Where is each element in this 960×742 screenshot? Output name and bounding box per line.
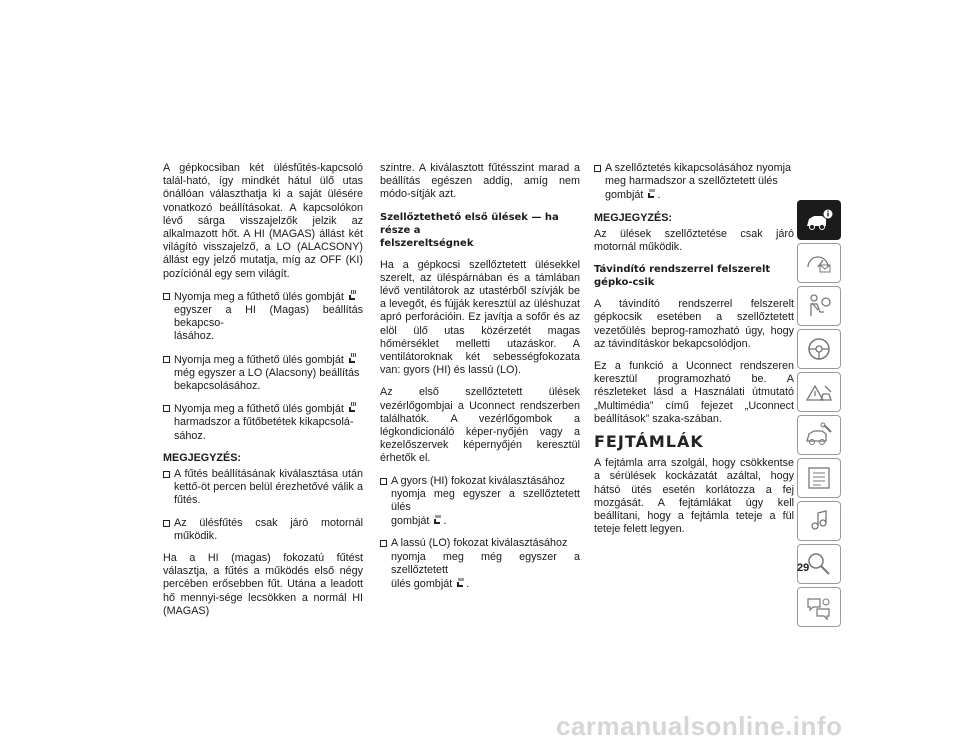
tab-languages[interactable] <box>797 587 841 627</box>
list-item <box>163 517 363 543</box>
tab-emergency[interactable] <box>797 372 841 412</box>
bullet-square-icon <box>163 356 170 363</box>
ventilated-seat-icon <box>645 188 657 200</box>
watermark: carmanualsonline.info <box>556 711 843 741</box>
list-item <box>380 537 580 591</box>
bullet-square-icon <box>594 165 601 172</box>
bullet-square-icon <box>380 540 387 547</box>
tab-vehicle-info[interactable] <box>797 200 841 240</box>
bullet-line <box>391 514 580 528</box>
bullet-square-icon <box>163 293 170 300</box>
service-car-icon <box>804 421 834 449</box>
section-heading <box>380 211 580 250</box>
bullet-line: nyomja meg még egyszer a szellőztetett <box>391 550 580 576</box>
note-label: MEGJEGYZÉS: <box>594 211 672 224</box>
tab-servicing[interactable] <box>797 415 841 455</box>
list-item <box>594 162 794 203</box>
bullet-line: A gyors (HI) fokozat kiválasztásához <box>391 474 566 487</box>
outro-paragraph: Ha a HI (magas) fokozatú fűtést választja, a fűtés a működés első négy percében erősebben fűt. Utána a leadott hő mennyi-sége lecsökken a normál HI (MAGAS) <box>163 552 363 617</box>
list-item <box>163 353 363 394</box>
continuation-paragraph: szintre. A kiválasztott fűtésszint marad a beállítás egészen addig, amíg nem módo-sítják azt. <box>380 162 580 201</box>
bullet-line: A lassú (LO) fokozat kiválasztásához <box>391 537 568 550</box>
bullet-line: lásához. <box>174 330 215 343</box>
chapter-title: FEJTÁMLÁK <box>594 432 704 452</box>
languages-icon <box>804 593 834 621</box>
ventilated-seat-icon <box>431 514 443 526</box>
bullet-line <box>391 577 580 591</box>
bullet-line: még egyszer a LO (Alacsony) beállítás <box>174 366 360 379</box>
tab-driving[interactable] <box>797 329 841 369</box>
warning-road-icon <box>804 378 834 406</box>
tab-multimedia[interactable] <box>797 501 841 541</box>
bullet-line <box>174 353 363 367</box>
bullet-text: A fűtés beállításának kiválasztása után kettő-öt percen belül érezhetővé válik a fűtés. <box>174 468 363 507</box>
heated-seat-icon <box>346 290 358 302</box>
column-2 <box>380 162 580 600</box>
bullet-line: meg harmadszor a szellőztetett ülés <box>605 175 778 188</box>
bullet-text: Az ülésfűtés csak járó motornál működik. <box>174 516 363 542</box>
bullet-text: gombját <box>391 515 430 528</box>
bullet-line: bekapcsolásához. <box>174 380 261 393</box>
tab-dashboard[interactable] <box>797 243 841 283</box>
car-info-icon <box>804 206 834 234</box>
bullet-text: gombját <box>605 189 644 202</box>
bullet-text: Nyomja meg a fűthető ülés gombját <box>174 353 344 366</box>
bullet-square-icon <box>163 405 170 412</box>
seatbelt-airbag-icon <box>804 292 834 320</box>
bullet-square-icon <box>380 478 387 485</box>
bullet-line: sához. <box>174 429 206 442</box>
paragraph: Ez a funkció a Uconnect rendszeren keresztül programozható be. A részleteket lásd a Használati útmutató „Multimédia” című fejezet „Uconnect beállítások” szaka-szában. <box>594 360 794 425</box>
note-label: MEGJEGYZÉS: <box>163 451 241 464</box>
heated-seat-icon <box>346 353 358 365</box>
specifications-icon <box>804 464 834 492</box>
intro-paragraph: A gépkocsiban két ülésfűtés-kapcsoló talál-ható, így mindkét hátul ülő utas önállóan választhatja ki a saját ülésére vonatkozó beállításokat. A kapcsolókon lévő sárga visszajelzők jelzik az alkalmazott hőt. A HI (MAGAS) állást két világító visszajelző, a LO (ALACSONY) állást egy jelző mutatja, míg az OFF (KI) pozíciónál egy sem világít. <box>163 162 363 280</box>
bullet-line <box>605 188 794 202</box>
bullet-line <box>174 402 363 416</box>
page-number: 29 <box>797 562 810 574</box>
bullet-line: A szellőztetés kikapcsolásához nyomja <box>605 162 792 174</box>
list-item <box>163 468 363 508</box>
note-paragraph: Az ülések szellőztetése csak járó motornál működik. <box>594 227 794 254</box>
heading-line: Szellőztethető első ülések — ha része a <box>380 211 559 236</box>
heading-line: felszereltségnek <box>380 237 474 249</box>
tab-specifications[interactable] <box>797 458 841 498</box>
paragraph: Az első szellőztetett ülések vezérlőgombjai a Uconnect rendszerben találhatók. A vezérlőgombok a légkondicionáló képer-nyőjén vagy a kezelőszervek képernyőjén keresztül érhetők el. <box>380 386 580 465</box>
bullet-text-end: . <box>657 189 661 202</box>
bullet-text: Nyomja meg a fűthető ülés gombját <box>174 403 344 416</box>
bullet-text-end: . <box>466 578 470 591</box>
paragraph: A fejtámla arra szolgál, hogy csökkentse a sérülések kockázatát azáltal, hogy hátsó ütés esetén korlátozza a fej mozgását. A fejtámlákat úgy kell beállítani, hogy a fejtámla teteje a fül teteje felett legyen. <box>594 457 794 536</box>
paragraph: Ha a gépkocsi szellőztetett ülésekkel szerelt, az üléspárnában és a támlában lévő ventilátorok az utastérből szívják be a levegőt, és fújják keresztül az üléshuzat apró perforációin. Ez javítja a sofőr és az elöl ülő utas közérzetét magas hőmérséklet melletti utazáskor. A ventilátoroknak két sebességfokozata van: gyors (HI) és lassú (LO). <box>380 258 580 377</box>
paragraph: A távindító rendszerrel felszerelt gépkocsik esetében a szellőztetett vezetőülés beprog-ramozható úgy, hogy az távindításkor bekapcsolódjon. <box>594 298 794 350</box>
tab-safety[interactable] <box>797 286 841 326</box>
list-item <box>380 475 580 529</box>
section-heading: Távindító rendszerrel felszerelt gépko-csik <box>594 264 771 289</box>
bullet-line <box>174 290 363 304</box>
column-3 <box>594 162 794 545</box>
bullet-line: nyomja meg egyszer a szellőztetett ülés <box>391 487 580 514</box>
multimedia-icon <box>804 507 834 535</box>
heated-seat-icon <box>346 402 358 414</box>
bullet-text: Nyomja meg a fűthető ülés gombját <box>174 290 344 303</box>
bullet-square-icon <box>163 520 170 527</box>
steering-wheel-icon <box>804 335 834 363</box>
ventilated-seat-icon <box>454 577 466 589</box>
dashboard-message-icon <box>804 249 834 277</box>
bullet-text-end: . <box>443 515 447 528</box>
bullet-line: egyszer a HI (Magas) beállítás bekapcso- <box>174 304 363 330</box>
bullet-text: ülés gombját <box>391 578 453 591</box>
list-item <box>163 290 363 344</box>
bullet-square-icon <box>163 471 170 478</box>
column-1 <box>163 162 363 627</box>
bullet-line: harmadszor a fűtőbetétek kikapcsolá- <box>174 416 354 429</box>
list-item <box>163 402 363 443</box>
